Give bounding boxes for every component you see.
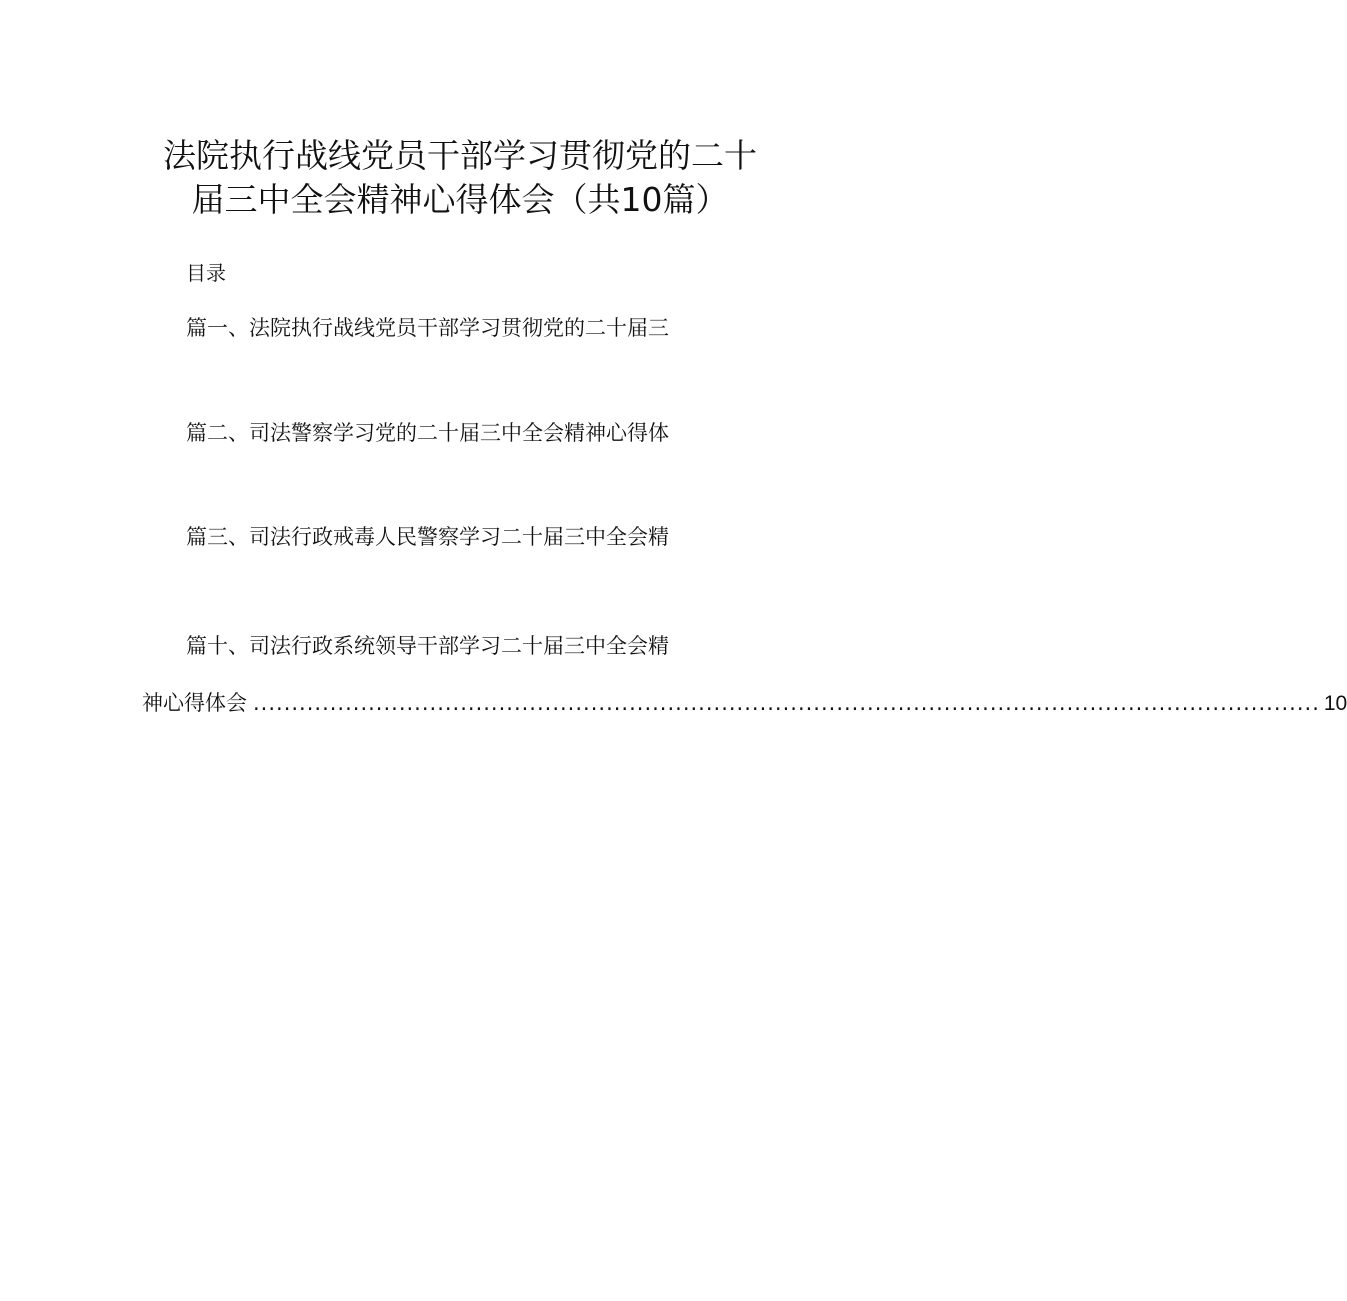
toc-heading: 目录 <box>186 261 226 285</box>
toc-entry-3[interactable]: 篇三、司法行政戒毒人民警察学习二十届三中全会精 <box>186 525 669 549</box>
title-line-1: 法院执行战线党员干部学习贯彻党的二十 <box>163 136 757 175</box>
toc-entry-1[interactable]: 篇一、法院执行战线党员干部学习贯彻党的二十届三 <box>186 316 669 340</box>
toc-page-number: 10 <box>1323 692 1347 715</box>
toc-entry-10[interactable]: 篇十、司法行政系统领导干部学习二十届三中全会精 <box>186 634 669 658</box>
toc-dot-leader: ........................................................................................................................................... <box>253 691 1320 715</box>
toc-entry-2[interactable]: 篇二、司法警察学习党的二十届三中全会精神心得体 <box>186 421 669 445</box>
document-title <box>130 134 790 222</box>
title-line-2: 届三中全会精神心得体会（共10篇） <box>191 180 729 219</box>
toc-entry-10-continuation[interactable] <box>142 688 1347 719</box>
toc-entry-10-continuation-text: 神心得体会 <box>142 691 247 715</box>
